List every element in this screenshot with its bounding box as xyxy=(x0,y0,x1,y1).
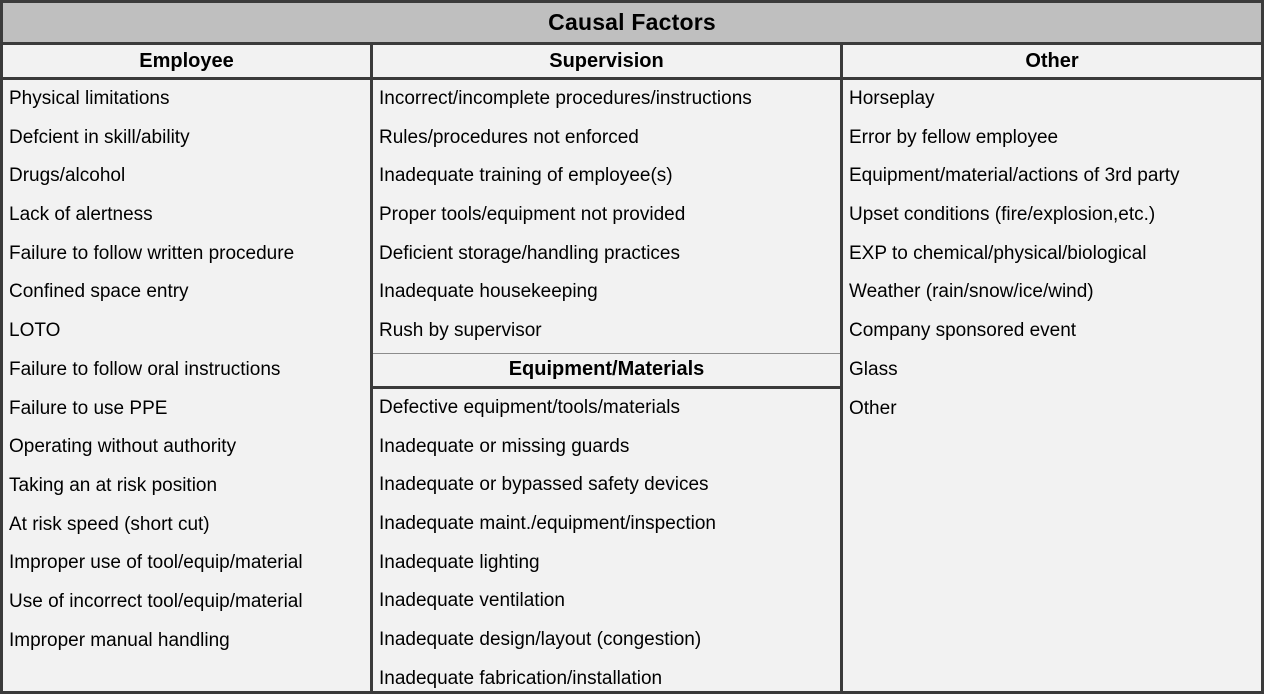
list-item[interactable]: Operating without authority xyxy=(9,436,237,458)
employee-column-filler xyxy=(3,660,370,691)
column-header-equipment-materials: Equipment/Materials xyxy=(373,353,840,389)
column-employee xyxy=(3,45,373,691)
other-column-filler xyxy=(843,428,1261,691)
page-title: Causal Factors xyxy=(3,3,1261,45)
list-item[interactable]: Improper manual handling xyxy=(9,629,230,651)
list-item[interactable]: Deficient storage/handling practices xyxy=(379,242,681,264)
list-item[interactable]: Improper use of tool/equip/material xyxy=(9,552,303,574)
list-item[interactable]: Glass xyxy=(849,358,898,380)
list-item[interactable]: Inadequate fabrication/installation xyxy=(379,667,663,689)
list-item[interactable]: Inadequate design/layout (congestion) xyxy=(379,628,702,650)
list-item[interactable]: Proper tools/equipment not provided xyxy=(379,204,686,226)
list-item[interactable]: Other xyxy=(849,397,897,419)
list-item[interactable]: Failure to follow written procedure xyxy=(9,242,295,264)
list-item[interactable]: Defective equipment/tools/materials xyxy=(379,396,680,418)
column-other xyxy=(843,45,1261,691)
equipment-materials-item-list xyxy=(373,389,840,698)
list-item[interactable]: Horseplay xyxy=(849,88,935,109)
list-item[interactable]: EXP to chemical/physical/biological xyxy=(849,242,1147,264)
list-item[interactable]: Upset conditions (fire/explosion,etc.) xyxy=(849,204,1156,226)
employee-item-list xyxy=(3,80,370,660)
list-item[interactable]: Error by fellow employee xyxy=(849,126,1059,148)
list-item[interactable]: Failure to follow oral instructions xyxy=(9,358,281,380)
list-item[interactable]: Defcient in skill/ability xyxy=(9,126,190,148)
list-item[interactable]: Equipment/material/actions of 3rd party xyxy=(849,165,1180,187)
column-header-other: Other xyxy=(843,45,1261,80)
supervision-item-list xyxy=(373,80,840,351)
column-header-supervision: Supervision xyxy=(373,45,840,80)
list-item[interactable]: Inadequate maint./equipment/inspection xyxy=(379,512,716,534)
column-header-employee: Employee xyxy=(3,45,370,80)
list-item[interactable]: Physical limitations xyxy=(9,88,170,109)
list-item[interactable]: Inadequate housekeeping xyxy=(379,281,598,303)
columns-container xyxy=(3,45,1261,691)
list-item[interactable]: Inadequate or missing guards xyxy=(379,435,630,457)
list-item[interactable]: Incorrect/incomplete procedures/instructions xyxy=(379,88,752,109)
list-item[interactable]: Inadequate or bypassed safety devices xyxy=(379,474,709,496)
list-item[interactable]: Use of incorrect tool/equip/material xyxy=(9,590,303,612)
list-item[interactable]: Confined space entry xyxy=(9,281,189,303)
list-item[interactable]: Lack of alertness xyxy=(9,204,153,226)
list-item[interactable]: Taking an at risk position xyxy=(9,474,218,496)
list-item[interactable]: LOTO xyxy=(9,320,61,342)
list-item[interactable]: Inadequate ventilation xyxy=(379,590,565,612)
column-supervision xyxy=(373,45,843,691)
list-item[interactable]: Inadequate training of employee(s) xyxy=(379,165,673,187)
list-item[interactable]: Company sponsored event xyxy=(849,320,1077,342)
other-item-list xyxy=(843,80,1261,428)
list-item[interactable]: At risk speed (short cut) xyxy=(9,513,210,535)
list-item[interactable]: Failure to use PPE xyxy=(9,397,168,419)
list-item[interactable]: Weather (rain/snow/ice/wind) xyxy=(849,281,1094,303)
list-item[interactable]: Drugs/alcohol xyxy=(9,165,126,187)
list-item[interactable]: Rules/procedures not enforced xyxy=(379,126,639,148)
list-item[interactable]: Rush by supervisor xyxy=(379,320,542,342)
list-item[interactable]: Inadequate lighting xyxy=(379,551,540,573)
